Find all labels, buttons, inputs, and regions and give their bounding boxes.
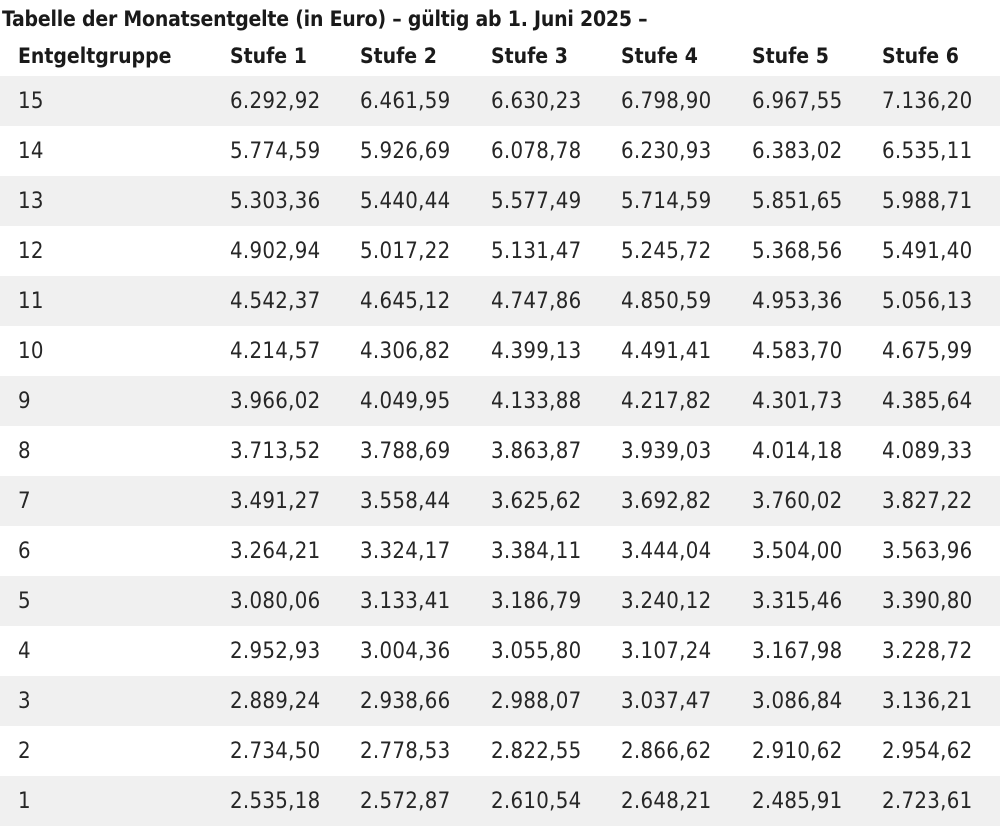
column-header-stufe-2: Stufe 2 <box>360 44 437 68</box>
salary-cell: 5.577,49 <box>491 176 621 226</box>
salary-cell: 3.228,72 <box>882 626 1000 676</box>
salary-cell: 3.167,98 <box>752 626 882 676</box>
salary-cell: 4.214,57 <box>230 326 360 376</box>
salary-cell: 5.714,59 <box>621 176 752 226</box>
salary-cell: 3.444,04 <box>621 526 752 576</box>
salary-cell: 2.954,62 <box>882 726 1000 776</box>
salary-cell: 2.572,87 <box>360 776 491 826</box>
salary-cell: 2.952,93 <box>230 626 360 676</box>
column-header-stufe-6: Stufe 6 <box>882 44 959 68</box>
salary-cell: 4.542,37 <box>230 276 360 326</box>
salary-cell: 6.461,59 <box>360 76 491 126</box>
salary-cell: 3.240,12 <box>621 576 752 626</box>
salary-cell: 4.850,59 <box>621 276 752 326</box>
column-header-stufe-3: Stufe 3 <box>491 44 568 68</box>
salary-cell: 2.889,24 <box>230 676 360 726</box>
table-header-row <box>0 36 1000 76</box>
entgeltgruppe-cell: 4 <box>0 626 230 676</box>
table-row <box>0 226 1000 276</box>
entgeltgruppe-cell: 15 <box>0 76 230 126</box>
salary-table <box>0 36 1000 826</box>
salary-cell: 3.504,00 <box>752 526 882 576</box>
entgeltgruppe-cell: 10 <box>0 326 230 376</box>
table-row <box>0 576 1000 626</box>
salary-cell: 4.645,12 <box>360 276 491 326</box>
table-row <box>0 726 1000 776</box>
salary-cell: 4.385,64 <box>882 376 1000 426</box>
salary-cell: 5.056,13 <box>882 276 1000 326</box>
salary-cell: 2.866,62 <box>621 726 752 776</box>
table-row <box>0 376 1000 426</box>
salary-cell: 6.967,55 <box>752 76 882 126</box>
entgeltgruppe-cell: 1 <box>0 776 230 826</box>
salary-cell: 3.384,11 <box>491 526 621 576</box>
entgeltgruppe-cell: 8 <box>0 426 230 476</box>
salary-cell: 2.535,18 <box>230 776 360 826</box>
table-row <box>0 76 1000 126</box>
salary-cell: 4.089,33 <box>882 426 1000 476</box>
salary-cell: 5.440,44 <box>360 176 491 226</box>
salary-cell: 5.368,56 <box>752 226 882 276</box>
table-row <box>0 626 1000 676</box>
salary-cell: 5.851,65 <box>752 176 882 226</box>
entgeltgruppe-cell: 6 <box>0 526 230 576</box>
salary-cell: 4.583,70 <box>752 326 882 376</box>
salary-cell: 6.535,11 <box>882 126 1000 176</box>
entgeltgruppe-cell: 9 <box>0 376 230 426</box>
entgeltgruppe-cell: 11 <box>0 276 230 326</box>
salary-cell: 3.788,69 <box>360 426 491 476</box>
salary-cell: 2.778,53 <box>360 726 491 776</box>
salary-cell: 3.315,46 <box>752 576 882 626</box>
salary-cell: 3.563,96 <box>882 526 1000 576</box>
table-row <box>0 426 1000 476</box>
salary-cell: 5.303,36 <box>230 176 360 226</box>
salary-cell: 3.055,80 <box>491 626 621 676</box>
salary-cell: 4.675,99 <box>882 326 1000 376</box>
salary-cell: 2.734,50 <box>230 726 360 776</box>
table-row <box>0 526 1000 576</box>
salary-cell: 3.086,84 <box>752 676 882 726</box>
salary-cell: 2.723,61 <box>882 776 1000 826</box>
salary-cell: 3.625,62 <box>491 476 621 526</box>
salary-cell: 2.648,21 <box>621 776 752 826</box>
entgeltgruppe-cell: 7 <box>0 476 230 526</box>
salary-cell: 4.133,88 <box>491 376 621 426</box>
salary-cell: 4.399,13 <box>491 326 621 376</box>
entgeltgruppe-cell: 3 <box>0 676 230 726</box>
salary-cell: 6.078,78 <box>491 126 621 176</box>
salary-cell: 6.630,23 <box>491 76 621 126</box>
column-header-stufe-1: Stufe 1 <box>230 44 307 68</box>
salary-cell: 2.988,07 <box>491 676 621 726</box>
salary-cell: 4.049,95 <box>360 376 491 426</box>
salary-cell: 4.747,86 <box>491 276 621 326</box>
salary-cell: 3.827,22 <box>882 476 1000 526</box>
salary-cell: 3.491,27 <box>230 476 360 526</box>
table-row <box>0 776 1000 826</box>
salary-cell: 5.017,22 <box>360 226 491 276</box>
salary-cell: 5.988,71 <box>882 176 1000 226</box>
entgeltgruppe-cell: 13 <box>0 176 230 226</box>
salary-cell: 4.306,82 <box>360 326 491 376</box>
salary-cell: 2.822,55 <box>491 726 621 776</box>
table-row <box>0 476 1000 526</box>
salary-cell: 6.383,02 <box>752 126 882 176</box>
entgeltgruppe-cell: 14 <box>0 126 230 176</box>
salary-cell: 2.485,91 <box>752 776 882 826</box>
salary-cell: 4.902,94 <box>230 226 360 276</box>
table-row <box>0 676 1000 726</box>
table-row <box>0 126 1000 176</box>
salary-cell: 5.245,72 <box>621 226 752 276</box>
table-title: Tabelle der Monatsentgelte (in Euro) – gültig ab 1. Juni 2025 – <box>2 7 648 31</box>
salary-cell: 5.774,59 <box>230 126 360 176</box>
entgeltgruppe-cell: 5 <box>0 576 230 626</box>
salary-cell: 3.324,17 <box>360 526 491 576</box>
entgeltgruppe-cell: 2 <box>0 726 230 776</box>
salary-cell: 3.107,24 <box>621 626 752 676</box>
salary-cell: 3.558,44 <box>360 476 491 526</box>
salary-cell: 3.136,21 <box>882 676 1000 726</box>
salary-cell: 3.939,03 <box>621 426 752 476</box>
salary-cell: 5.926,69 <box>360 126 491 176</box>
salary-cell: 2.610,54 <box>491 776 621 826</box>
column-header-stufe-4: Stufe 4 <box>621 44 698 68</box>
salary-cell: 4.301,73 <box>752 376 882 426</box>
salary-cell: 3.037,47 <box>621 676 752 726</box>
salary-cell: 3.713,52 <box>230 426 360 476</box>
salary-cell: 6.292,92 <box>230 76 360 126</box>
salary-cell: 3.692,82 <box>621 476 752 526</box>
salary-cell: 5.491,40 <box>882 226 1000 276</box>
salary-cell: 3.390,80 <box>882 576 1000 626</box>
salary-cell: 4.491,41 <box>621 326 752 376</box>
table-row <box>0 176 1000 226</box>
salary-cell: 5.131,47 <box>491 226 621 276</box>
salary-cell: 6.230,93 <box>621 126 752 176</box>
salary-cell: 7.136,20 <box>882 76 1000 126</box>
salary-cell: 3.133,41 <box>360 576 491 626</box>
salary-cell: 4.217,82 <box>621 376 752 426</box>
salary-cell: 3.186,79 <box>491 576 621 626</box>
entgeltgruppe-cell: 12 <box>0 226 230 276</box>
salary-cell: 3.863,87 <box>491 426 621 476</box>
table-row <box>0 326 1000 376</box>
salary-cell: 2.910,62 <box>752 726 882 776</box>
salary-cell: 6.798,90 <box>621 76 752 126</box>
column-header-stufe-5: Stufe 5 <box>752 44 829 68</box>
salary-cell: 3.080,06 <box>230 576 360 626</box>
salary-cell: 3.966,02 <box>230 376 360 426</box>
salary-cell: 4.953,36 <box>752 276 882 326</box>
table-row <box>0 276 1000 326</box>
column-header-entgeltgruppe: Entgeltgruppe <box>18 44 172 68</box>
salary-cell: 3.004,36 <box>360 626 491 676</box>
salary-cell: 4.014,18 <box>752 426 882 476</box>
salary-cell: 2.938,66 <box>360 676 491 726</box>
salary-cell: 3.264,21 <box>230 526 360 576</box>
salary-cell: 3.760,02 <box>752 476 882 526</box>
